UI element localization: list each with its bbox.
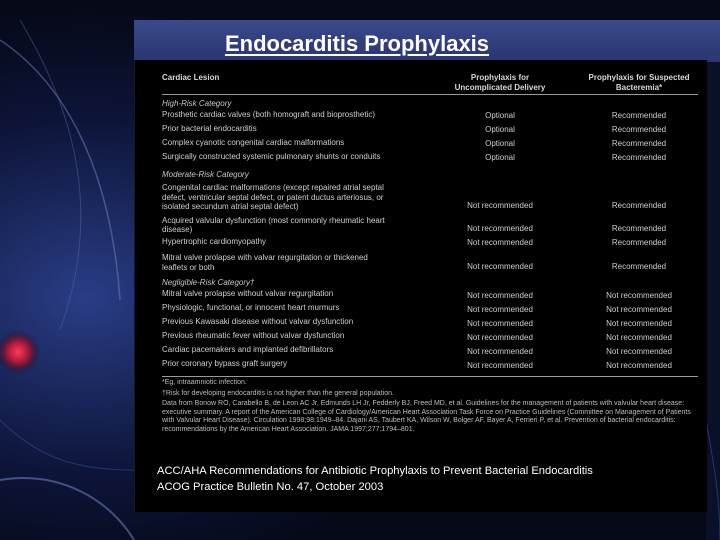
delivery-cell: Not recommended xyxy=(467,304,533,314)
delivery-cell: Not recommended xyxy=(467,318,533,328)
bacteremia-cell: Recommended xyxy=(611,224,667,234)
lesion-cell: Prior coronary bypass graft surgery xyxy=(162,359,287,369)
delivery-cell: Not recommended xyxy=(467,290,533,300)
table-row xyxy=(162,152,698,166)
delivery-cell: Not recommended xyxy=(467,261,533,271)
bacteremia-cell: Recommended xyxy=(611,261,667,271)
category-high-risk: High-Risk Category xyxy=(162,99,232,108)
bacteremia-cell: Recommended xyxy=(611,139,667,149)
bacteremia-cell: Recommended xyxy=(611,111,667,121)
category-moderate-risk: Moderate-Risk Category xyxy=(162,170,249,179)
lesion-cell: Previous rheumatic fever without valvar dysfunction xyxy=(162,331,345,341)
caption-line-2: ACOG Practice Bulletin No. 47, October 2003 xyxy=(157,481,384,493)
bacteremia-cell: Not recommended xyxy=(606,290,672,300)
lesion-cell: Prior bacterial endocarditis xyxy=(162,124,257,133)
lesion-cell: Prosthetic cardiac valves (both homograft and bioprosthetic) xyxy=(162,110,375,119)
delivery-cell: Optional xyxy=(485,111,515,121)
slide-caption xyxy=(157,463,593,495)
bacteremia-cell: Recommended xyxy=(611,125,667,135)
footnote-source: Data from Bonow RO, Carabello B, de Leon AC Jr, Edmunds LH Jr, Fedderly BJ, Freed MD, et al. Guidelines for the management of patients with valvular heart disease: executive summary. A report of the American College of Cardiology/American Heart Association Task Force on Practice Guidelines (Committee on Management of Patients with Valvular Heart Disease). Circulation 1998;98:1949–84. Dajani AS, Taubert KA, Wilson W, Bolger AF, Bayer A, Ferrieri P, et al. Prevention of bacterial endocarditis: recommendations by the American Heart Association. JAMA 1997;277:1794–801. xyxy=(162,400,691,433)
table-row xyxy=(162,181,698,214)
table-row xyxy=(162,110,698,124)
lesion-cell: Hypertrophic cardiomyopathy xyxy=(162,236,267,246)
lesion-cell: Previous Kawasaki disease without valvar dysfunction xyxy=(162,317,354,327)
table-row xyxy=(162,331,698,345)
lesion-cell: Mitral valve prolapse without valvar regurgitation xyxy=(162,289,334,299)
caption-line-1: ACC/AHA Recommendations for Antibiotic Prophylaxis to Prevent Bacterial Endocarditis xyxy=(157,465,593,477)
table-row xyxy=(162,124,698,138)
lesion-cell: Acquired valvular dysfunction (most commonly rheumatic heart disease) xyxy=(162,215,385,235)
table-bottom-rule xyxy=(162,376,698,377)
table-header xyxy=(162,68,698,95)
header-bacteremia: Prophylaxis for Suspected Bacteremia* xyxy=(588,73,690,92)
table-row xyxy=(162,359,698,373)
bacteremia-cell: Not recommended xyxy=(606,318,672,328)
table-row xyxy=(162,251,698,274)
lesion-cell: Physiologic, functional, or innocent heart murmurs xyxy=(162,303,340,313)
delivery-cell: Optional xyxy=(485,125,515,135)
footnote-2: †Risk for developing endocarditis is not higher than the general population. xyxy=(162,389,394,397)
bacteremia-cell: Recommended xyxy=(611,201,667,211)
lesion-cell: Congenital cardiac malformations (except repaired atrial septal defect, ventricular septal defect, or patent ductus arteriosus, or isolated secundum atrial septal defect) xyxy=(162,183,384,212)
delivery-cell: Optional xyxy=(485,153,515,163)
delivery-cell: Not recommended xyxy=(467,332,533,342)
slide-title: Endocarditis Prophylaxis xyxy=(224,31,490,56)
lesion-cell: Mitral valve prolapse with valvar regurgitation or thickened leaflets or both xyxy=(162,252,368,272)
delivery-cell: Not recommended xyxy=(467,224,533,234)
table-footnotes xyxy=(162,379,698,434)
table-row xyxy=(162,214,698,237)
lesion-cell: Complex cyanotic congenital cardiac malformations xyxy=(162,138,345,147)
table-row xyxy=(162,237,698,251)
bacteremia-cell: Not recommended xyxy=(606,360,672,370)
category-negligible-risk: Negligible-Risk Category† xyxy=(162,278,255,288)
delivery-cell: Optional xyxy=(485,139,515,149)
prophylaxis-table xyxy=(162,68,698,434)
delivery-cell: Not recommended xyxy=(467,238,533,248)
header-delivery: Prophylaxis for Uncomplicated Delivery xyxy=(454,73,546,92)
bacteremia-cell: Not recommended xyxy=(606,332,672,342)
delivery-cell: Not recommended xyxy=(467,360,533,370)
bacteremia-cell: Not recommended xyxy=(606,304,672,314)
header-cardiac-lesion: Cardiac Lesion xyxy=(162,73,220,82)
bacteremia-cell: Not recommended xyxy=(606,346,672,356)
table-row xyxy=(162,303,698,317)
lesion-cell: Surgically constructed systemic pulmonary shunts or conduits xyxy=(162,152,381,161)
table-row xyxy=(162,138,698,152)
table-row xyxy=(162,345,698,359)
table-row xyxy=(162,317,698,331)
delivery-cell: Not recommended xyxy=(467,346,533,356)
lesion-cell: Cardiac pacemakers and implanted defibrillators xyxy=(162,345,334,355)
bacteremia-cell: Recommended xyxy=(611,238,667,248)
delivery-cell: Not recommended xyxy=(467,201,533,211)
footnote-1: *Eg, intraamniotic infection. xyxy=(162,379,247,387)
table-row xyxy=(162,289,698,303)
bacteremia-cell: Recommended xyxy=(611,153,667,163)
